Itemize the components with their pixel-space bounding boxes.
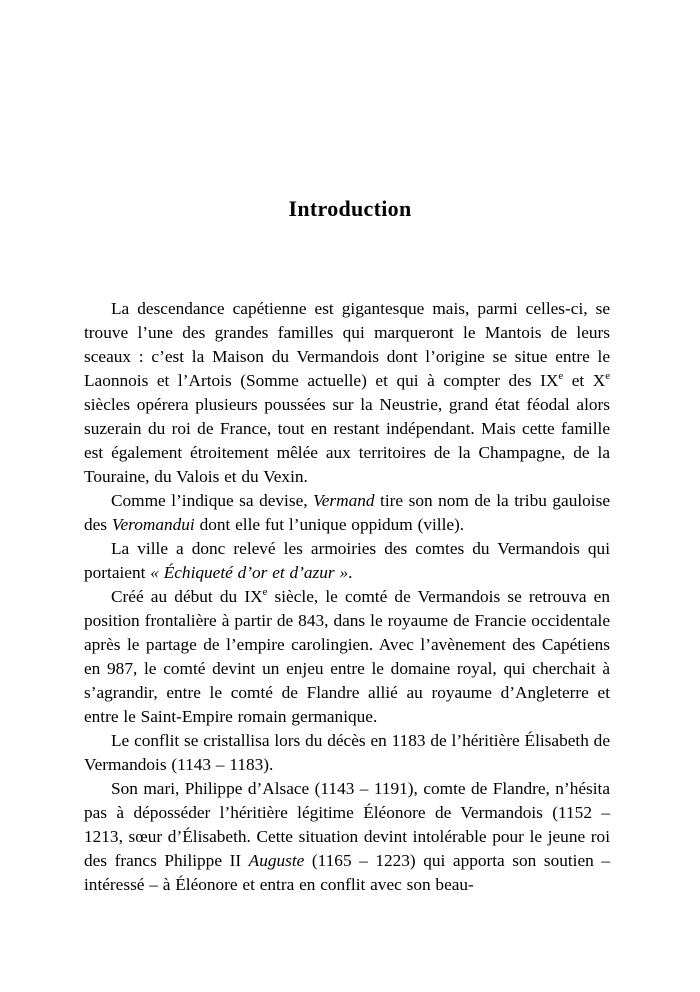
paragraph (84, 297, 610, 489)
text-run: La descendance capétienne est gigantesque mais, parmi celles-ci, se trouve l’une des grandes familles qui marqueront le Mantois de leurs sceaux : c’est la Maison du Vermandois dont l’origine se situe entre le Laonnois et l’Artois (Somme actuelle) et qui à compter des IX (84, 299, 610, 390)
text-run: et X (563, 371, 606, 390)
italic-run: Auguste (248, 851, 305, 870)
text-run: dont elle fut l’unique oppidum (ville). (194, 515, 465, 534)
body-text (84, 297, 610, 897)
superscript-run: e (558, 370, 564, 383)
superscript-run: e (605, 370, 611, 383)
text-run: Le conflit se cristallisa lors du décès en 1183 de l’héritière Élisabeth de Vermandois (1143 – 1183). (84, 731, 610, 774)
text-run: tire son nom de la tribu gauloise des (84, 491, 610, 534)
text-run: Comme l’indique sa devise, (111, 491, 314, 510)
superscript-run: e (262, 586, 268, 599)
paragraph (84, 489, 610, 537)
italic-run: Veromandui (111, 515, 195, 534)
paragraph (84, 777, 610, 897)
text-run: Créé au début du IX (111, 587, 263, 606)
italic-run: « Échiqueté d’or et d’azur » (150, 563, 349, 582)
text-run: siècles opérera plusieurs poussées sur la Neustrie, grand état féodal alors suzerain du roi de France, tout en restant indépendant. Mais cette famille est également étroitement mêlée aux territoires de la Champagne, de la Touraine, du Valois et du Vexin. (84, 395, 610, 486)
text-run: . (348, 563, 353, 582)
paragraph (84, 729, 610, 777)
page-title: Introduction (288, 196, 412, 221)
italic-run: Vermand (313, 491, 375, 510)
text-run: La ville a donc relevé les armoiries des comtes du Vermandois qui portaient (84, 539, 610, 582)
text-run: (1165 – 1223) qui apporta son soutien – intéressé – à Éléonore et entra en conflit avec son beau- (84, 851, 610, 894)
text-run: Son mari, Philippe d’Alsace (1143 – 1191), comte de Flandre, n’hésita pas à déposséder l’héritière légitime Éléonore de Vermandois (1152 – 1213, sœur d’Élisabeth. Cette situation devint intolérable pour le jeune roi des francs Philippe II (84, 779, 610, 870)
text-run: siècle, le comté de Vermandois se retrouva en position frontalière à partir de 843, dans le royaume de Francie occidentale après le partage de l’empire carolingien. Avec l’avènement des Capétiens en 987, le comté devint un enjeu entre le domaine royal, qui cherchait à s’agrandir, entre le comté de Flandre allié au royaume d’Angleterre et entre le Saint-Empire romain germanique. (84, 587, 610, 726)
paragraph (84, 537, 610, 585)
paragraph (84, 585, 610, 729)
